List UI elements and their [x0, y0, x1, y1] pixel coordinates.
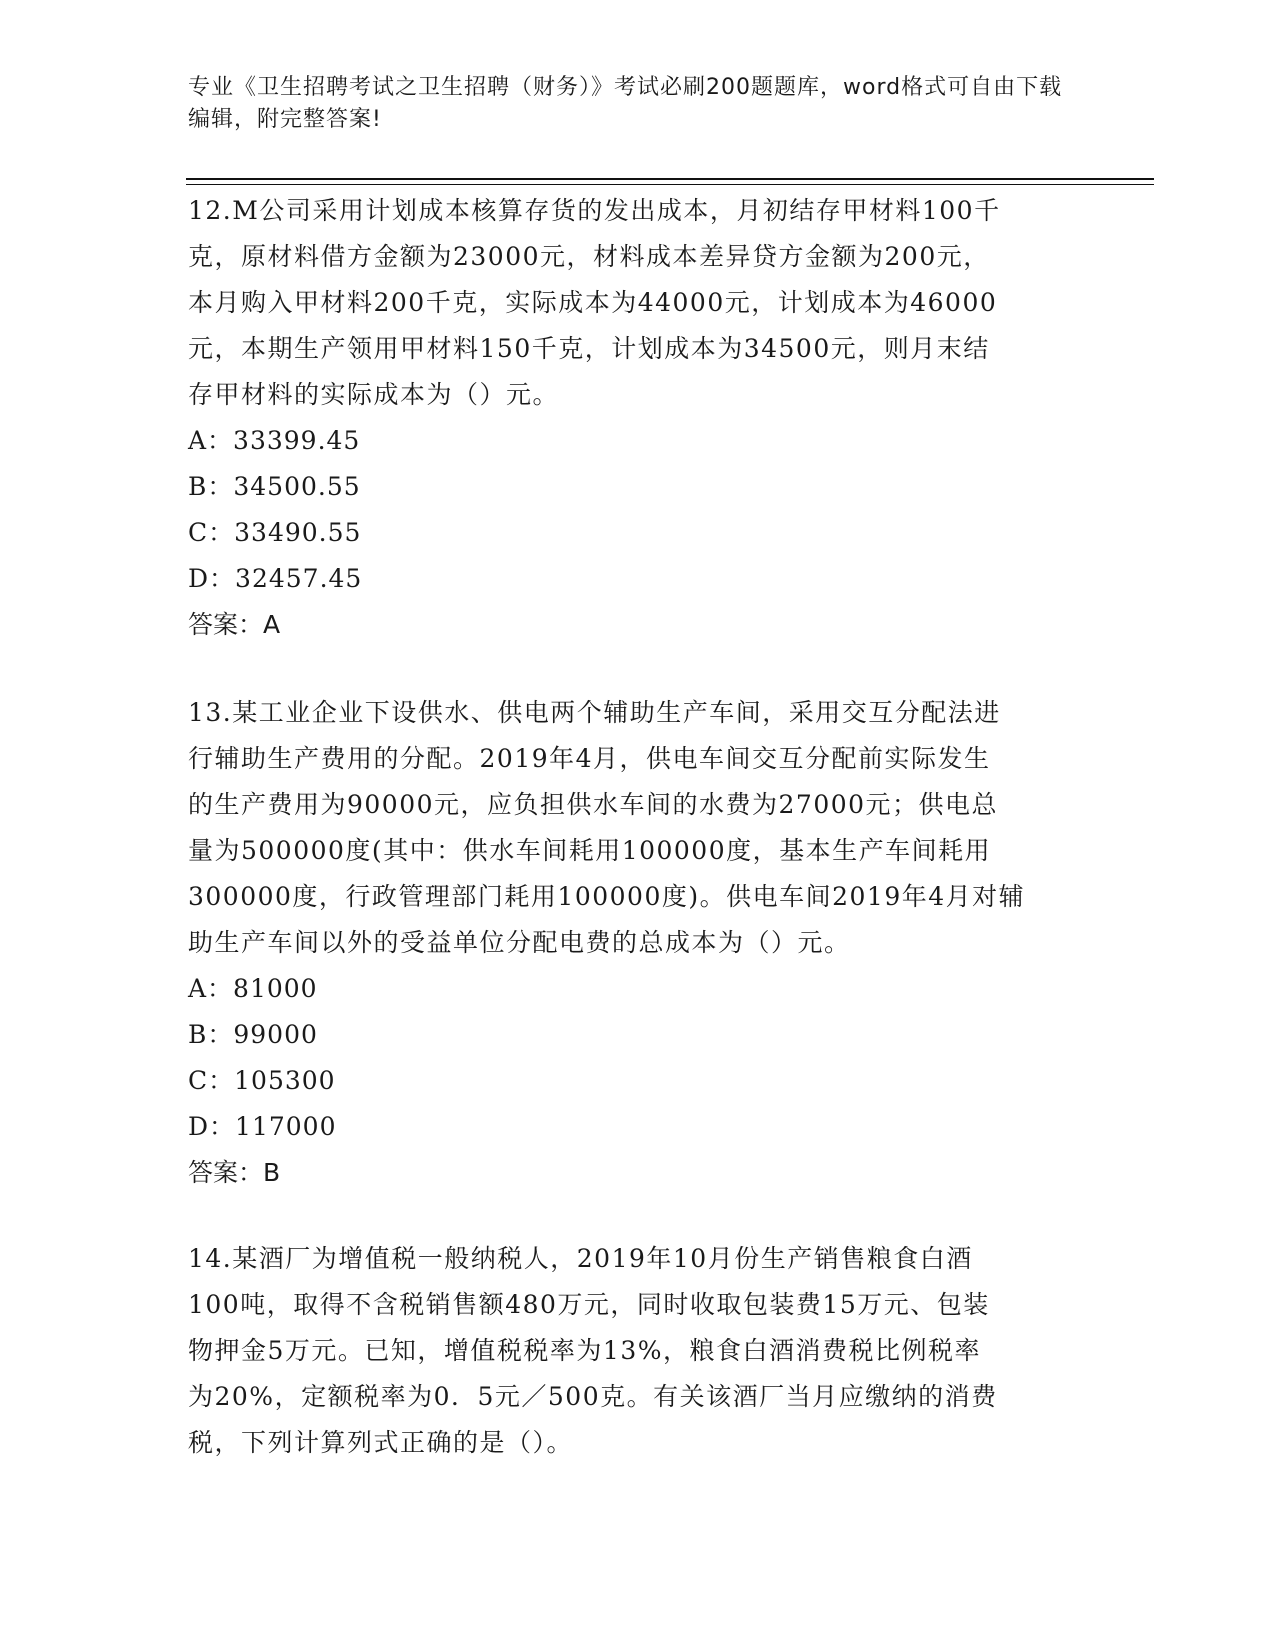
option-a: A：81000	[188, 974, 318, 1003]
header-divider-thick	[186, 178, 1154, 180]
question-line: 物押金5万元。已知，增值税税率为13%，粮食白酒消费税比例税率	[188, 1336, 981, 1365]
question-line: 14.某酒厂为增值税一般纳税人，2019年10月份生产销售粮食白酒	[188, 1244, 973, 1273]
question-line: 税，下列计算列式正确的是（）。	[188, 1428, 574, 1457]
question-line: 助生产车间以外的受益单位分配电费的总成本为（）元。	[188, 928, 851, 957]
question-line: 100吨，取得不含税销售额480万元，同时收取包装费15万元、包装	[188, 1290, 990, 1319]
question-12	[188, 188, 1088, 648]
answer: 答案：A	[188, 610, 281, 639]
question-line: 13.某工业企业下设供水、供电两个辅助生产车间，采用交互分配法进	[188, 698, 1001, 727]
question-line: 元，本期生产领用甲材料150千克，计划成本为34500元，则月末结	[188, 334, 990, 363]
question-line: 行辅助生产费用的分配。2019年4月，供电车间交互分配前实际发生	[188, 744, 991, 773]
question-line: 的生产费用为90000元，应负担供水车间的水费为27000元；供电总	[188, 790, 999, 819]
question-line: 12.M公司采用计划成本核算存货的发出成本，月初结存甲材料100千	[188, 196, 1001, 225]
question-line: 克，原材料借方金额为23000元，材料成本差异贷方金额为200元，	[188, 242, 990, 271]
answer: 答案：B	[188, 1158, 281, 1187]
option-b: B：99000	[188, 1020, 318, 1049]
option-a: A：33399.45	[188, 426, 361, 455]
option-d: D：117000	[188, 1112, 337, 1141]
header-divider-thin	[186, 184, 1154, 185]
question-line: 300000度，行政管理部门耗用100000度)。供电车间2019年4月对辅	[188, 882, 1026, 911]
question-13	[188, 690, 1088, 1196]
question-line: 本月购入甲材料200千克，实际成本为44000元，计划成本为46000	[188, 288, 998, 317]
option-b: B：34500.55	[188, 472, 361, 501]
option-c: C：33490.55	[188, 518, 362, 547]
option-c: C：105300	[188, 1066, 336, 1095]
document-header: 专业《卫生招聘考试之卫生招聘（财务）》考试必刷200题题库，word格式可自由下载编辑，附完整答案!	[188, 75, 1063, 132]
question-line: 存甲材料的实际成本为（）元。	[188, 380, 560, 409]
question-line: 为20%，定额税率为0．5元／500克。有关该酒厂当月应缴纳的消费	[188, 1382, 998, 1411]
question-line: 量为500000度(其中：供水车间耗用100000度，基本生产车间耗用	[188, 836, 992, 865]
option-d: D：32457.45	[188, 564, 363, 593]
question-14	[188, 1236, 1088, 1466]
